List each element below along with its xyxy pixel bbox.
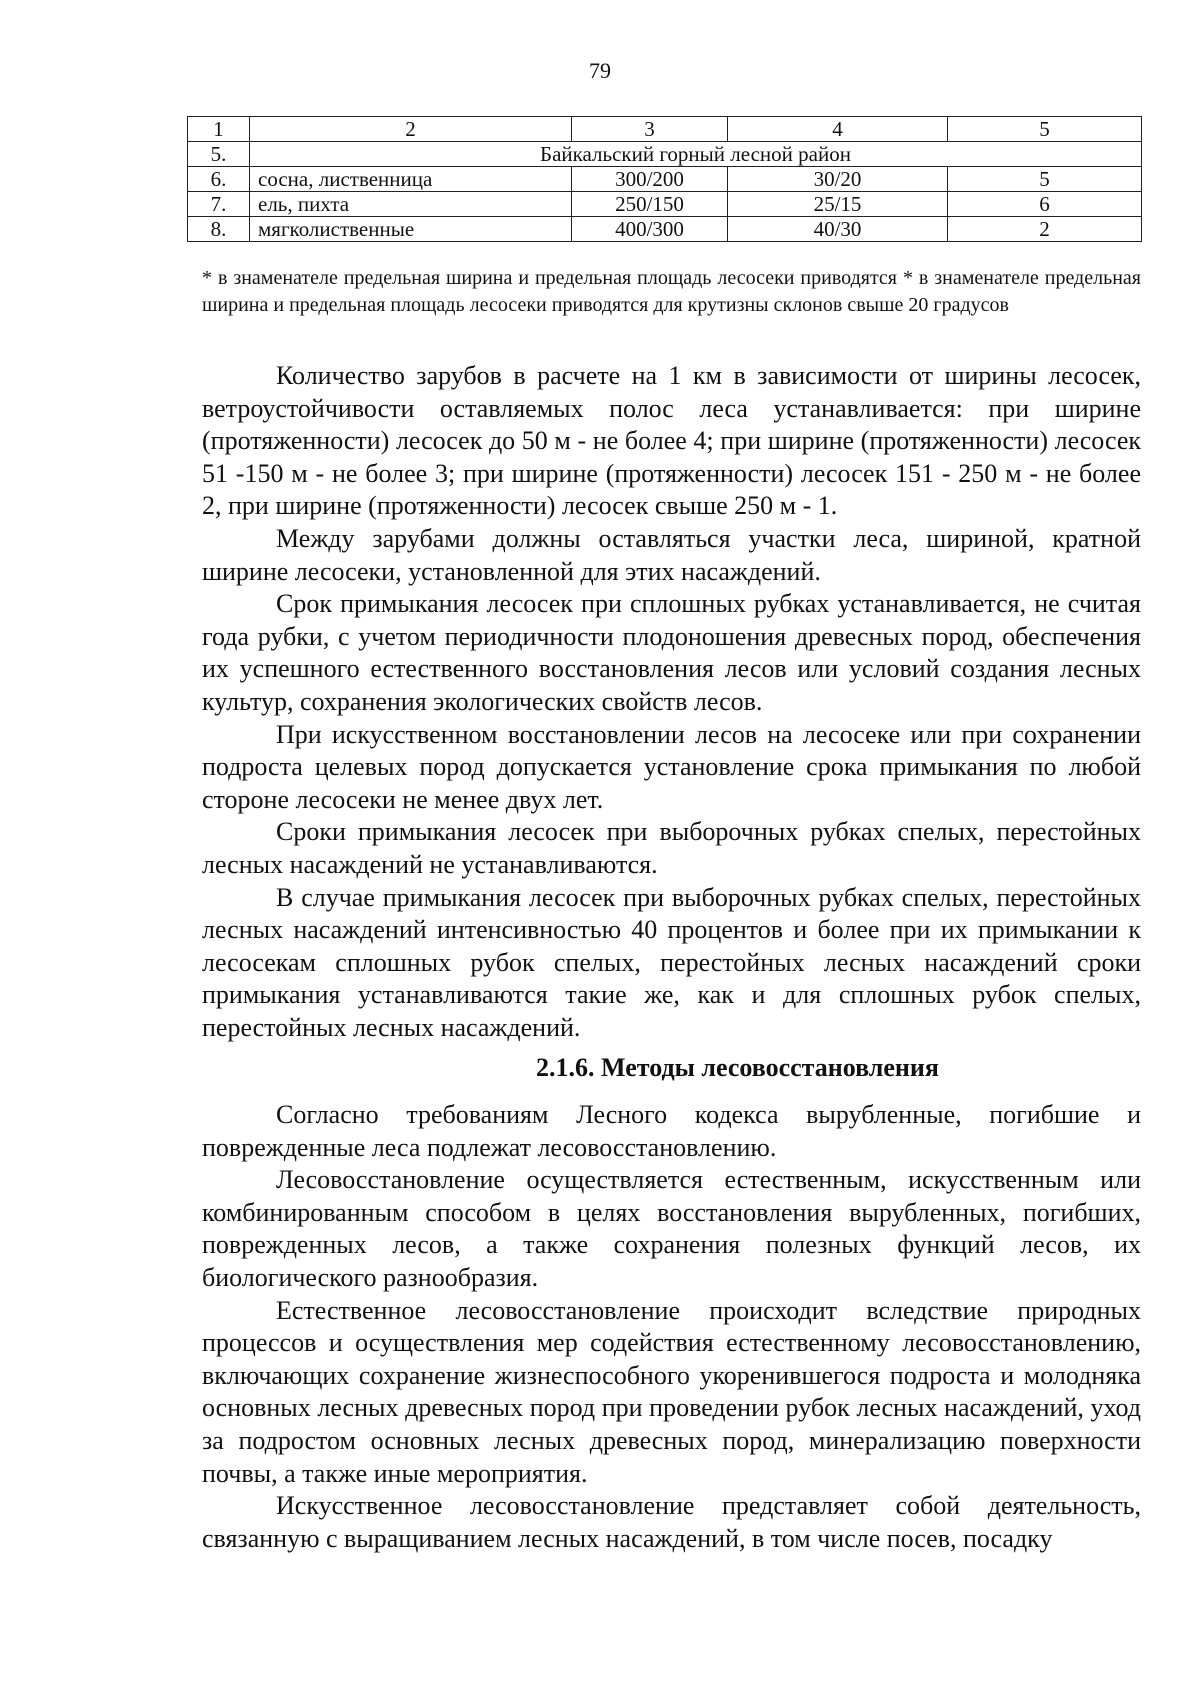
table-header-row [188, 117, 1142, 142]
table-row [188, 167, 1142, 192]
table-cell-number: 7. [188, 192, 250, 217]
table-header-cell: 3 [572, 117, 728, 142]
table-cell-number: 8. [188, 217, 250, 242]
table-cell-species: сосна, лиственница [250, 167, 572, 192]
table-header-cell: 2 [250, 117, 572, 142]
table-header-cell: 4 [728, 117, 948, 142]
table-row [188, 217, 1142, 242]
page-number: 79 [589, 58, 611, 83]
table-cell-number: 6. [188, 167, 250, 192]
paragraph: Искусственное лесовосстановление представляет собой деятельность, связанную с выращиванием лесных насаждений, в том числе посев, посадку [202, 1491, 1141, 1553]
body-text-after-heading [202, 1099, 1141, 1555]
table-cell: 25/15 [728, 192, 948, 217]
table-header-cell: 5 [948, 117, 1142, 142]
table-cell: 400/300 [572, 217, 728, 242]
paragraph: Между зарубами должны оставляться участки леса, шириной, кратной ширине лесосеки, установленной для этих насаждений. [202, 523, 1141, 586]
paragraph: При искусственном восстановлении лесов на лесосеке или при сохранении подроста целевых пород допускается установление срока примыкания по любой стороне лесосеки не менее двух лет. [202, 719, 1141, 814]
paragraph: Сроки примыкания лесосек при выборочных рубках спелых, перестойных лесных насаждений не устанавливаются. [202, 817, 1141, 879]
paragraph: В случае примыкания лесосек при выборочных рубках спелых, перестойных лесных насаждений интенсивностью 40 процентов и более при их примыкании к лесосекам сплошных рубок спелых, перестойных лесных насаждений сроки примыкания устанавливаются такие же, как и для сплошных рубок спелых, перестойных лесных насаждений. [202, 882, 1141, 1042]
table-cell: 6 [948, 192, 1142, 217]
table-cell: 5 [948, 167, 1142, 192]
table-cell-species: ель, пихта [250, 192, 572, 217]
table-region-label: Байкальский горный лесной район [250, 142, 1142, 167]
paragraph: Срок примыкания лесосек при сплошных рубках устанавливается, не считая года рубки, с учетом периодичности плодоношения древесных пород, обеспечения их успешного естественного восстановления лесов или условий создания лесных культур, сохранения экологических свойств лесов. [202, 589, 1141, 716]
table-footnote: * в знаменателе предельная ширина и предельная площадь лесосеки приводятся * в знаменателе предельная ширина и предельная площадь лесосеки приводятся для крутизны склонов свыше 20 градусов [202, 267, 1141, 316]
table-header-cell: 1 [188, 117, 250, 142]
section-heading: 2.1.6. Методы лесовосстановления [536, 1053, 939, 1082]
forest-area-table [187, 116, 1142, 242]
paragraph: Согласно требованиям Лесного кодекса вырубленные, погибшие и поврежденные леса подлежат лесовосстановлению. [202, 1100, 1141, 1162]
table-row [188, 192, 1142, 217]
paragraph: Количество зарубов в расчете на 1 км в зависимости от ширины лесосек, ветроустойчивости оставляемых полос леса устанавливается: при ширине (протяженности) лесосек до 50 м - не более 4; при ширине (протяженности) лесосек 51 -150 м - не более 3; при ширине (протяженности) лесосек 151 - 250 м - не более 2, при ширине (протяженности) лесосек свыше 250 м - 1. [202, 361, 1141, 521]
table-cell-species: мягколиственные [250, 217, 572, 242]
table-cell: 30/20 [728, 167, 948, 192]
table-cell: 40/30 [728, 217, 948, 242]
table-region-row [188, 142, 1142, 167]
body-text-before-heading [202, 360, 1141, 1044]
paragraph: Естественное лесовосстановление происходит вследствие природных процессов и осуществления мер содействия естественному лесовосстановлению, включающих сохранение жизнеспособного укоренившегося подроста и молодняка основных лесных древесных пород при проведении рубок лесных насаждений, уход за подростом основных лесных древесных пород, минерализацию поверхности почвы, а также иные мероприятия. [202, 1295, 1141, 1488]
table-cell: 300/200 [572, 167, 728, 192]
table-cell: 250/150 [572, 192, 728, 217]
table-cell: 2 [948, 217, 1142, 242]
table-cell-number: 5. [188, 142, 250, 167]
paragraph: Лесовосстановление осуществляется естественным, искусственным или комбинированным способом в целях восстановления вырубленных, погибших, поврежденных лесов, а также сохранения полезных функций лесов, их биологического разнообразия. [202, 1165, 1141, 1292]
